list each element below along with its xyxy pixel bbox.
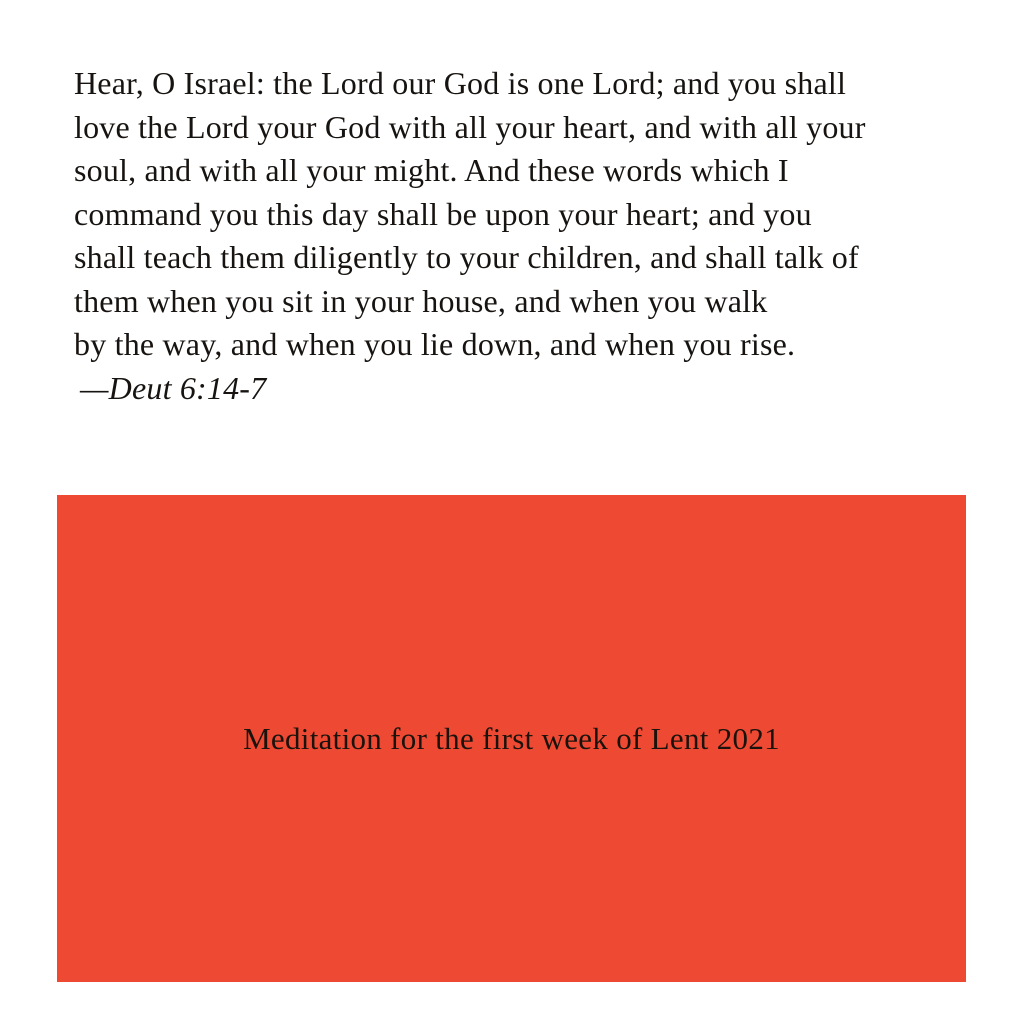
scripture-quote (74, 62, 866, 410)
quote-line: command you this day shall be upon your heart; and you (74, 195, 812, 232)
quote-line: love the Lord your God with all your heart, and with all your (74, 108, 866, 145)
quote-line: Hear, O Israel: the Lord our God is one Lord; and you shall (74, 65, 847, 101)
quote-line: shall teach them diligently to your children, and shall talk of (74, 239, 859, 275)
quote-attribution: —Deut 6:14-7 (80, 369, 267, 406)
quote-line: them when you sit in your house, and when you walk (74, 282, 768, 319)
quote-line: by the way, and when you lie down, and when you rise. (74, 326, 796, 362)
quote-line: soul, and with all your might. And these words which I (74, 152, 789, 188)
banner-title: Meditation for the first week of Lent 2021 (243, 720, 780, 756)
red-banner (57, 495, 966, 982)
